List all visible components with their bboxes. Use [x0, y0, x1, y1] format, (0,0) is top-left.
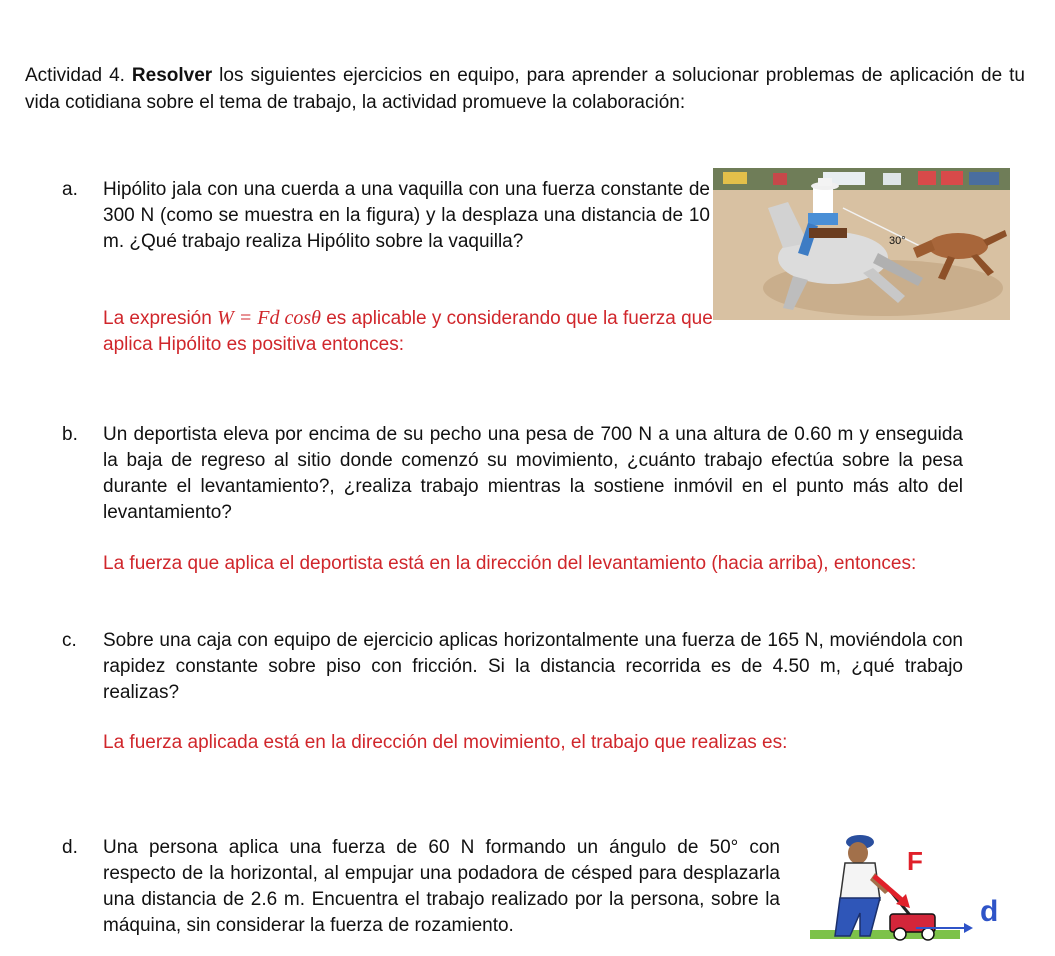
grass	[810, 930, 960, 939]
lawnmower-figure	[790, 828, 1010, 950]
intro-bold: Resolver	[131, 65, 213, 86]
angle-label: 30°	[889, 235, 906, 247]
intro-rest: los siguientes ejercicios en equipo, para aprender a solucionar problemas de aplicación de tu vida cotidiana sobre el tema de trabajo, la actividad promueve la colaboración:	[25, 65, 1025, 113]
item-a-text: Hipólito jala con una cuerda a una vaquilla con una fuerza constante de 300 N (como se muestra en la figura) y la desplaza una distancia de 10 m. ¿Qué trabajo realiza Hipólito sobre la vaquilla?	[103, 179, 710, 252]
item-c-answer: La fuerza aplicada está en la dirección del movimiento, el trabajo que realizas es:	[103, 732, 788, 753]
item-b-answer: La fuerza que aplica el deportista está en la dirección del levantamiento (hacia arriba), entonces:	[103, 553, 917, 574]
item-c-text: Sobre una caja con equipo de ejercicio aplicas horizontalmente una fuerza de 165 N, moviéndola con rapidez constante sobre piso con fricción. Si la distancia recorrida es de 4.50 m, ¿qué trabajo realizas?	[103, 630, 963, 703]
item-c-marker: c.	[62, 630, 77, 651]
activity-intro	[25, 62, 1025, 116]
item-b-text: Un deportista eleva por encima de su pecho una pesa de 700 N a una altura de 0.60 m y enseguida la baja de regreso al sitio donde comenzó su movimiento, ¿cuánto trabajo efectúa sobre la pesa durante el levantamiento?, ¿realiza trabajo mientras la sostiene inmóvil en el punto más alto del levantamiento?	[103, 424, 963, 523]
item-a-answer-pre: La expresión	[103, 308, 218, 329]
item-b-marker: b.	[62, 424, 78, 445]
force-label: F	[907, 846, 923, 876]
rodeo-figure	[713, 168, 1010, 320]
item-a-answer-post: es aplicable y considerando que la fuerza que aplica Hipólito es positiva entonces:	[103, 308, 713, 355]
item-a-marker: a.	[62, 179, 78, 200]
work-formula: W = Fd cosθ	[217, 307, 321, 329]
intro-prefix: Actividad 4.	[25, 65, 132, 86]
item-d-marker: d.	[62, 837, 78, 858]
item-d-text: Una persona aplica una fuerza de 60 N formando un ángulo de 50° con respecto de la horizontal, al empujar una podadora de césped para desplazarla una distancia de 2.6 m. Encuentra el trabajo realizado por la persona, sobre la máquina, sin considerar la fuerza de rozamiento.	[103, 837, 780, 936]
item-a-answer	[103, 305, 713, 358]
distance-label: d	[980, 895, 999, 928]
